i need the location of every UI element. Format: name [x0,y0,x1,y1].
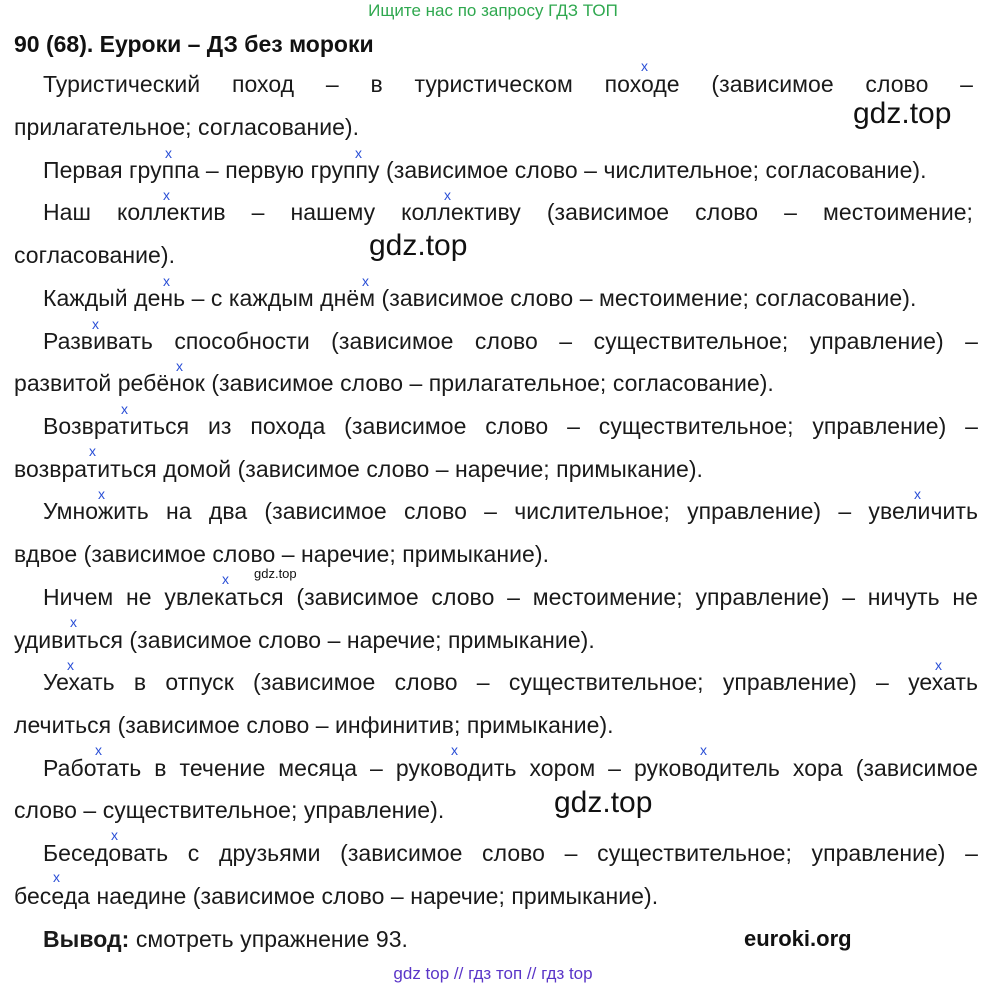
text-line-4: Наш коллектив – нашему коллективу (зависимое слово – местоимение; [43,199,973,225]
brand-link[interactable]: euroki.org [744,926,852,951]
text-line-7: Развивать способности (зависимое слово – существительное; управление) – [43,328,978,354]
stress-mark: x [163,187,170,203]
text-line-19: Беседовать с друзьями (зависимое слово – существительное; управление) – [43,840,978,866]
stress-mark: x [176,358,183,374]
text-line-5: согласование). [14,242,176,268]
text-line-8: развитой ребёнок (зависимое слово – прилагательное; согласование). [14,370,774,396]
stress-mark: x [641,58,648,74]
stress-mark: x [163,273,170,289]
text-line-2: прилагательное; согласование). [14,114,360,140]
conclusion-text: смотреть упражнение 93. [129,926,408,952]
footer-links[interactable]: gdz top // гдз топ // гдз top [393,964,593,983]
conclusion [43,926,408,953]
watermark: gdz.top [254,566,297,581]
top-banner[interactable]: Ищите нас по запросу ГДЗ ТОП [368,1,618,20]
stress-mark: x [53,869,60,885]
text-line-6: Каждый день – с каждым днём (зависимое слово – местоимение; согласование). [43,285,917,311]
stress-mark: x [95,742,102,758]
text-line-20: беседа наедине (зависимое слово – наречие; примыкание). [14,883,659,909]
stress-mark: x [451,742,458,758]
watermark: gdz.top [554,786,653,819]
watermark: gdz.top [853,97,952,130]
stress-mark: x [111,827,118,843]
text-line-9: Возвратиться из похода (зависимое слово – существительное; управление) – [43,413,978,439]
stress-mark: x [70,614,77,630]
text-line-14: удивиться (зависимое слово – наречие; примыкание). [14,627,595,653]
stress-mark: x [935,657,942,673]
conclusion-label: Вывод: [43,926,130,952]
text-line-12: вдвое (зависимое слово – наречие; примыкание). [14,541,550,567]
text-line-1: Туристический поход – в туристическом походе (зависимое слово – [43,71,973,97]
exercise-title: 90 (68). Еуроки – ДЗ без мороки [14,31,374,57]
stress-mark: x [92,316,99,332]
stress-mark: x [362,273,369,289]
text-line-11: Умножить на два (зависимое слово – числительное; управление) – увеличить [43,498,978,524]
stress-mark: x [98,486,105,502]
stress-mark: x [222,571,229,587]
stress-mark: x [444,187,451,203]
stress-mark: x [165,145,172,161]
text-line-16: лечиться (зависимое слово – инфинитив; примыкание). [14,712,614,738]
text-line-15: Уехать в отпуск (зависимое слово – существительное; управление) – уехать [43,669,978,695]
text-line-10: возвратиться домой (зависимое слово – наречие; примыкание). [14,456,703,482]
stress-mark: x [89,443,96,459]
watermark: gdz.top [369,229,468,262]
stress-mark: x [700,742,707,758]
stress-mark: x [914,486,921,502]
text-line-13: Ничем не увлекаться (зависимое слово – местоимение; управление) – ничуть не [43,584,978,610]
stress-mark: x [67,657,74,673]
stress-mark: x [121,401,128,417]
text-line-18: слово – существительное; управление). [14,797,445,823]
text-line-3: Первая группа – первую группу (зависимое слово – числительное; согласование). [43,157,927,183]
text-line-17: Работать в течение месяца – руководить хором – руководитель хора (зависимое [43,755,978,781]
stress-mark: x [355,145,362,161]
